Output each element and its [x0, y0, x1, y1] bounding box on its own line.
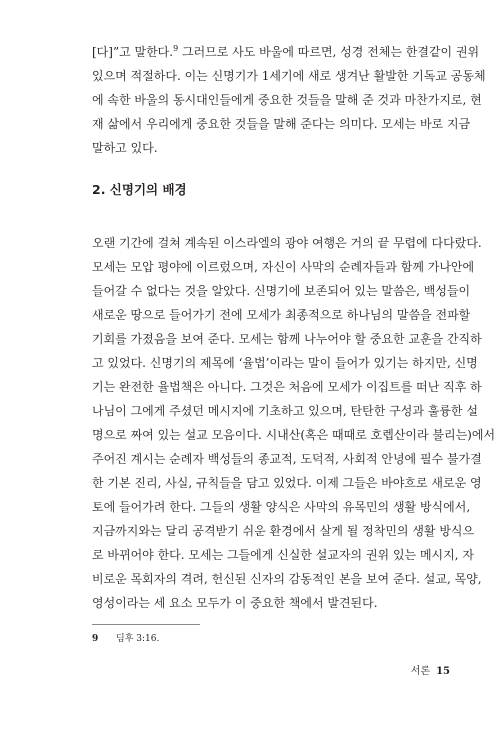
page-number: 15 — [436, 666, 450, 677]
text-line: 비로운 목회자의 격려, 헌신된 신자의 감동적인 본을 보여 준다. 설교, 목양, — [92, 572, 482, 586]
text-line: 재 삶에서 우리에게 중요한 것들을 말해 준다는 의미다. 모세는 바로 지금 — [92, 117, 471, 131]
text-line: 기회를 가졌음을 보여 준다. 모세는 함께 나누어야 할 중요한 교훈을 간직하 — [92, 332, 482, 346]
text-line: 모세는 모압 평야에 이르렀으며, 자신이 사막의 순례자들과 함께 가나안에 — [92, 260, 475, 274]
text-line: 새로운 땅으로 들어가기 전에 모세가 최종적으로 하나님의 말씀을 전파할 — [92, 308, 471, 322]
text-line: 오랜 기간에 걸쳐 계속된 이스라엘의 광야 여행은 거의 끝 무렵에 다다랐다. — [92, 236, 482, 250]
paragraph-intro — [92, 40, 486, 160]
text-line: 말하고 있다. — [92, 141, 158, 155]
footnote-reference: 9 — [173, 44, 179, 53]
text-line: 고 있었다. 신명기의 제목에 ‘율법’이라는 말이 들어가 있기는 하지만, 신명 — [92, 356, 478, 370]
text-line: 한 기본 진리, 사실, 규칙들을 담고 있었다. 이제 그들은 바야흐로 새로운 영 — [92, 476, 482, 490]
text-line: 지금까지와는 달리 공격받기 쉬운 환경에서 살게 될 정착민의 생활 방식으 — [92, 524, 475, 538]
section-heading: 2. 신명기의 배경 — [92, 182, 187, 197]
text-line: 영성이라는 세 요소 모두가 이 중요한 책에서 발견된다. — [92, 596, 378, 610]
text-line: 들어갈 수 없다는 것을 알았다. 신명기에 보존되어 있는 말씀은, 백성들이 — [92, 284, 471, 298]
text-line: 있으며 적절하다. 이는 신명기가 1세기에 새로 생겨난 활발한 기독교 공동체 — [92, 69, 486, 83]
text-segment: [다]”고 말한다. — [92, 45, 174, 59]
text-line — [92, 40, 480, 64]
paragraph-background — [92, 231, 496, 615]
running-footer-label: 서론 — [410, 666, 431, 677]
text-line: 로 바뀌어야 한다. 모세는 그들에게 신실한 설교자의 권위 있는 메시지, 자 — [92, 548, 474, 562]
footnote — [92, 632, 159, 646]
text-line: 주어진 계시는 순례자 백성들의 종교적, 도덕적, 사회적 안녕에 필수 불가결 — [92, 452, 482, 466]
text-segment: 그러므로 사도 바울에 따르면, 성경 전체는 한결같이 권위 — [178, 45, 480, 59]
footnote-divider — [92, 624, 200, 625]
text-line: 기는 완전한 율법책은 아니다. 그것은 처음에 모세가 이집트를 떠난 직후 하 — [92, 380, 482, 394]
text-line: 토에 들어가려 한다. 그들의 생활 양식은 사막의 유목민의 생활 방식에서, — [92, 500, 471, 514]
text-line: 에 속한 바울의 동시대인들에게 중요한 것들을 말해 준 것과 마찬가지로, 현 — [92, 93, 482, 107]
text-line: 나님이 그에게 주셨던 메시지에 기초하고 있으며, 탄탄한 구성과 훌륭한 설 — [92, 404, 478, 418]
footnote-text: 딤후 3:16. — [116, 634, 160, 644]
text-line: 명으로 짜여 있는 설교 모음이다. 시내산(혹은 때때로 호렙산이라 불리는)에서 — [92, 428, 496, 442]
footnote-number: 9 — [92, 634, 99, 644]
page-footer — [411, 665, 450, 679]
